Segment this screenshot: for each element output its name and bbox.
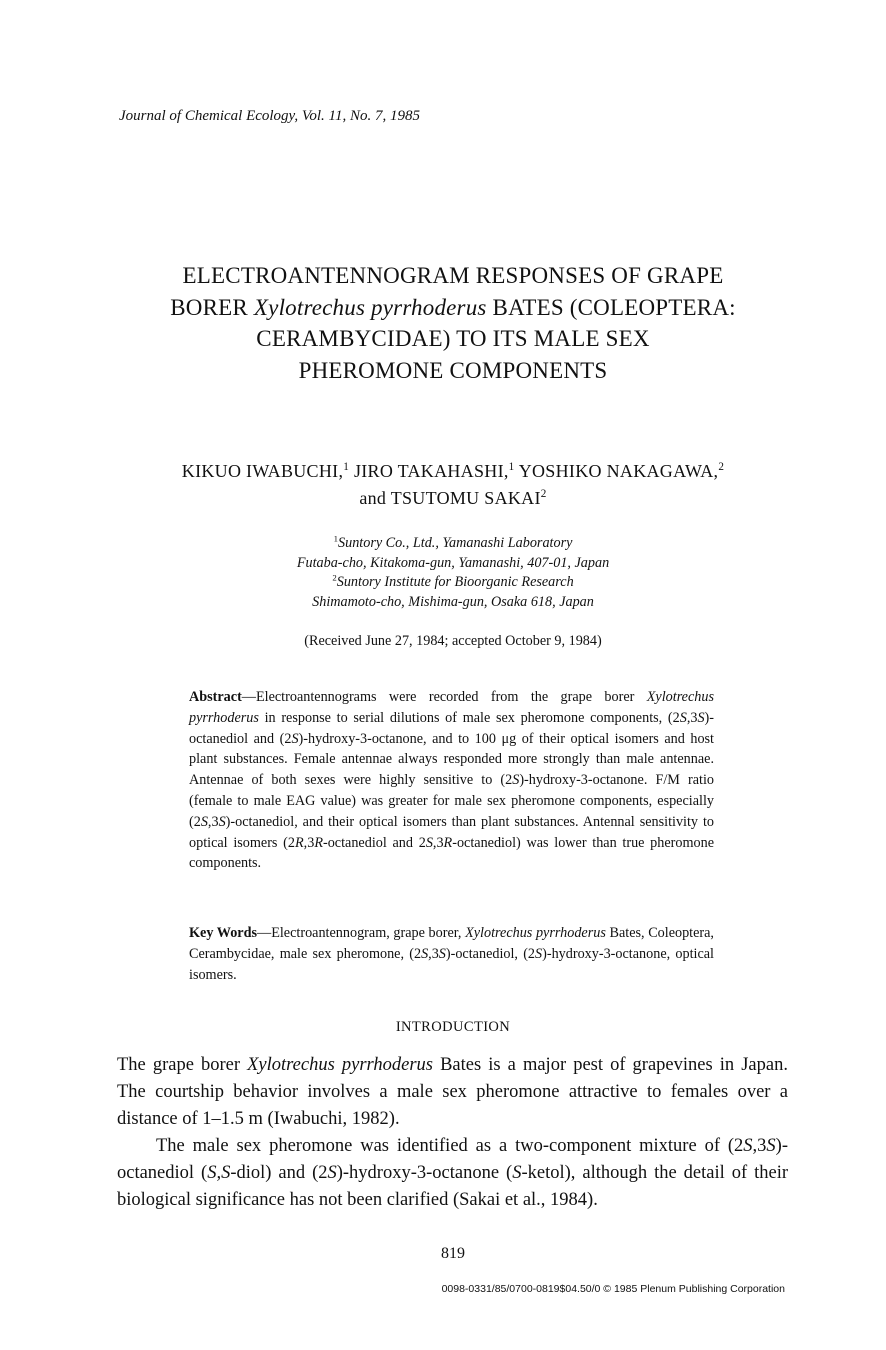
author-name: KIKUO IWABUCHI,: [181, 461, 344, 481]
section-heading-introduction: INTRODUCTION: [395, 1019, 511, 1035]
title-line: CERAMBYCIDAE) TO ITS MALE SEX: [256, 326, 650, 351]
abstract-text: ,3: [303, 834, 315, 851]
author-name: JIRO TAKAHASHI,: [349, 461, 509, 481]
stereo-descriptor: S: [327, 1163, 337, 1183]
key-words: [189, 923, 714, 985]
author-list: [100, 458, 806, 512]
title-line: ELECTROANTENNOGRAM RESPONSES OF GRAPE: [182, 263, 724, 288]
affiliation-text: Suntory Co., Ltd., Yamanashi Laboratory: [338, 535, 573, 551]
abstract-text: )-octanediol and (2: [189, 709, 714, 747]
abstract-text: in response to serial dilutions of male sex pheromone components, (2: [258, 709, 680, 726]
abstract-label: Abstract: [189, 689, 242, 705]
affiliation-marker: 1: [508, 461, 515, 473]
paragraph: [117, 1052, 788, 1133]
abstract-text: ,3: [207, 813, 219, 830]
stereo-descriptor: S: [200, 813, 208, 830]
stereo-descriptor: R: [314, 834, 323, 851]
affiliation-marker: 1: [343, 461, 350, 473]
title-text: BATES (COLEOPTERA:: [486, 294, 736, 320]
stereo-descriptor: S: [218, 813, 226, 830]
abstract-text: )-octanediol, and their optical isomers than plant substances. Antennal sensitivity to optical isomers (2: [189, 813, 714, 851]
paragraph: [117, 1133, 788, 1214]
title-line: PHEROMONE COMPONENTS: [298, 357, 608, 383]
affiliation-line: [150, 573, 756, 593]
stereo-descriptor: S,S: [207, 1163, 231, 1183]
affiliation-line: [150, 534, 756, 554]
affiliation-line: Shimamoto-cho, Mishima-gun, Osaka 618, Japan: [312, 593, 594, 610]
affiliation-marker: 1: [333, 533, 338, 544]
stereo-descriptor: S: [512, 1163, 522, 1183]
stereo-descriptor: S: [766, 1136, 776, 1156]
abstract-text: ,3: [432, 834, 444, 851]
body-text: Bates is a major pest of grapevines in Japan. The courtship behavior involves a male sex pheromone attractive to females over a distance of 1–1.5 m (Iwabuchi, 1982).: [117, 1055, 788, 1129]
article-title: [100, 260, 806, 386]
copyright-line: 0098-0331/85/0700-0819$04.50/0 © 1985 Plenum Publishing Corporation: [441, 1283, 785, 1295]
journal-citation: Journal of Chemical Ecology, Vol. 11, No. 7, 1985: [119, 108, 420, 124]
species-name: Xylotrechus pyrrhoderus: [253, 294, 487, 320]
abstract-text: -octanediol) was lower than true pheromone components.: [189, 834, 715, 872]
species-name: Xylotrechus pyrrhoderus: [247, 1055, 433, 1075]
body-text: ,3: [752, 1136, 767, 1156]
affiliation-marker: 2: [332, 572, 337, 583]
author-line: [100, 458, 806, 485]
keywords-text: Bates, Coleoptera, Cerambycidae, male sex pheromone, (2: [189, 925, 714, 962]
stereo-descriptor: S: [697, 709, 705, 726]
body-text: )-hydroxy-3-octanone (: [336, 1163, 513, 1183]
species-name: Xylotrechus pyrrhoderus: [465, 925, 606, 941]
stereo-descriptor: S: [438, 945, 446, 962]
page-number: 819: [441, 1245, 465, 1262]
affiliations: [150, 534, 756, 612]
abstract-text: )-hydroxy-3-octanone, and to 100 μg of their optical isomers and host plant substances. Female antennae always responded more strongly than male antennae. Antennae of both sexes were highly sensitive to (2: [189, 730, 714, 789]
keywords-text: )-octanediol, (2: [445, 945, 536, 962]
author-name: and TSUTOMU SAKAI: [359, 488, 541, 508]
body-text: The grape borer: [117, 1055, 248, 1075]
keywords-text: )-hydroxy-3-octanone, optical isomers.: [189, 945, 714, 983]
body-text: The male sex pheromone was identified as a two-component mixture of (2: [156, 1136, 744, 1156]
title-line: [100, 292, 806, 324]
keywords-text: ,3: [428, 945, 439, 962]
stereo-descriptor: S: [425, 834, 433, 851]
stereo-descriptor: S: [679, 709, 687, 726]
author-line: [100, 485, 806, 512]
stereo-descriptor: S: [512, 772, 520, 789]
stereo-descriptor: S: [535, 945, 543, 962]
stereo-descriptor: R: [295, 834, 304, 851]
stereo-descriptor: S: [291, 730, 299, 747]
affiliation-marker: 2: [718, 461, 725, 473]
stereo-descriptor: R: [443, 834, 453, 851]
body-text: -ketol), although the detail of their biological significance has not been clarified (Sakai et al., 1984).: [117, 1163, 788, 1210]
body-text: -diol) and (2: [230, 1163, 328, 1183]
affiliation-marker: 2: [540, 488, 547, 500]
stereo-descriptor: S: [421, 945, 429, 962]
keywords-text: —Electroantennogram, grape borer,: [257, 925, 466, 941]
species-name: Xylotrechus pyrrhoderus: [189, 689, 714, 726]
introduction-body: [117, 1052, 788, 1214]
affiliation-line: Futaba-cho, Kitakoma-gun, Yamanashi, 407-01, Japan: [296, 554, 610, 571]
keywords-label: Key Words: [189, 925, 258, 941]
abstract: [189, 687, 714, 874]
received-dates: (Received June 27, 1984; accepted October 9, 1984): [304, 633, 602, 649]
author-name: YOSHIKO NAKAGAWA,: [514, 461, 719, 481]
abstract-text: )-hydroxy-3-octanone. F/M ratio (female to male EAG value) was greater for male sex pheromone components, especially (2: [189, 772, 714, 830]
stereo-descriptor: S: [743, 1136, 753, 1156]
affiliation-text: Suntory Institute for Bioorganic Research: [336, 574, 574, 590]
body-text: )-octanediol (: [117, 1136, 788, 1183]
title-text: BORER: [170, 294, 254, 320]
abstract-text: ,3: [686, 709, 698, 726]
abstract-text: -octanediol and 2: [322, 834, 426, 851]
abstract-text: —Electroantennograms were recorded from the grape borer: [241, 689, 647, 705]
